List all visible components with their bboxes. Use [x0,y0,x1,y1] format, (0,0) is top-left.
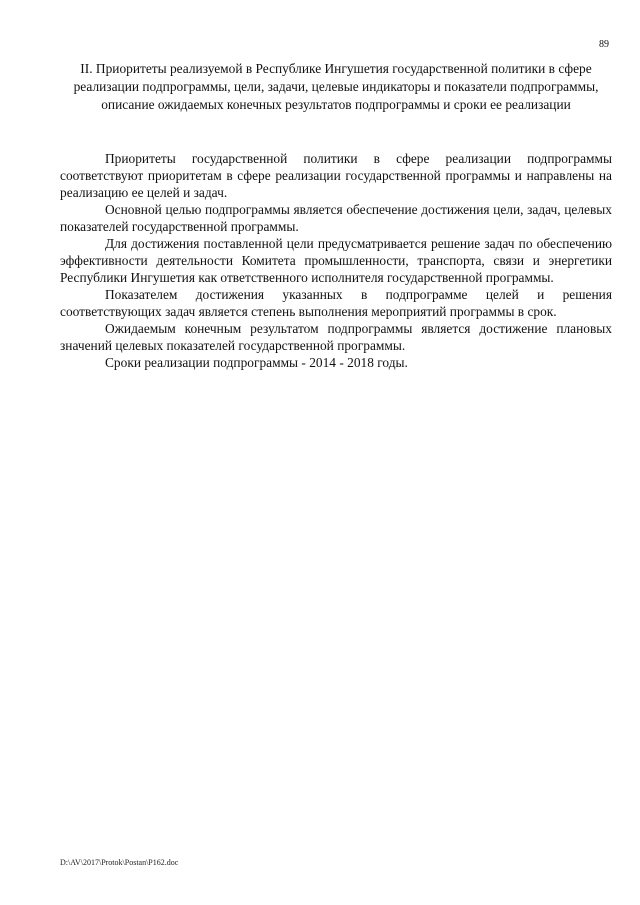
section-heading: II. Приоритеты реализуемой в Республике Ингушетия государственной политики в сфере реализации подпрограммы, цели, задачи, целевые индикаторы и показатели подпрограммы, описание ожидаемых конечных результатов подпрограммы и сроки ее реализации [73,61,599,112]
paragraph-main-goal: Основной целью подпрограммы является обеспечение достижения цели, задач, целевых показателей государственной программы. [60,202,612,234]
document-body [60,150,612,371]
paragraph-priorities: Приоритеты государственной политики в сфере реализации подпрограммы соответствуют приоритетам в сфере реализации государственной программы и направлены на реализацию ее целей и задач. [60,151,612,200]
paragraph-indicator: Показателем достижения указанных в подпрограмме целей и решения соответствующих задач является степень выполнения мероприятий программы в срок. [60,287,612,319]
page-number: 89 [599,39,609,50]
paragraph-tasks: Для достижения поставленной цели предусматривается решение задач по обеспечению эффективности деятельности Комитета промышленности, транспорта, связи и энергетики Республики Ингушетия как ответственного исполнителя государственной программы. [60,236,612,285]
footer-file-path: D:\AV\2017\Protok\Postan\P162.doc [60,858,179,867]
paragraph-expected-result: Ожидаемым конечным результатом подпрограммы является достижение плановых значений целевых показателей государственной программы. [60,321,612,353]
paragraph-timeline: Сроки реализации подпрограммы - 2014 - 2018 годы. [105,355,408,370]
